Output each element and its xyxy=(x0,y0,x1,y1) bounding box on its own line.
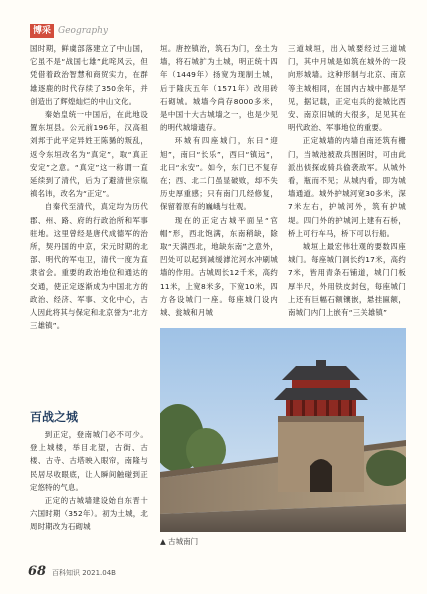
column-3 xyxy=(288,42,406,319)
paragraph: 现在的正定古城平面呈“官帽”形，西北饱满，东南稍缺，除取“天满西北，地缺东南”之意外，凹处可以起到减缓滹沱河水冲刷城墙的作用。古城周长12千米，高约11米，上宽8米多，下宽10米，四方各设城门一座。每座城门设内城、瓮城和月城 xyxy=(160,215,278,318)
paragraph: 环城有四座城门，东曰“迎旭”，南曰“长乐”，西曰“镇远”，北曰“永安”。如今，东门已不复存在；西、北二门虽显破败，却不失历史厚重感；只有南门几经修复，保留着原有的巍峨与壮观。 xyxy=(160,136,278,212)
section-name-en: Geography xyxy=(58,26,109,36)
paragraph: 城垣上最宏伟壮观的要数四座城门。每座城门洞长约17米，高约7米，皆用青条石铺道，城门门板厚半尺，外用铁皮封包，每座城门上还有巨幅石额镶嵌，悬挂匾额，南城门内门上嵌有“三关雄镇” xyxy=(288,242,406,318)
column-1 xyxy=(30,42,148,332)
column-1-lower xyxy=(30,428,148,534)
paragraph: 垣。唐控镇治，筑石为门，垒土为墙，将石城扩为土城，明正统十四年（1449年）扬宽为现制土城，后于隆庆五年（1571年）改用砖石砌城。城墙今尚存8000多米，是中国十大古城墙之一，也是少见的明代城墙遗存。 xyxy=(160,44,278,133)
paragraph: 国时期，鲜虞部落建立了中山国，它虽不是“战国七雄”此咤风云，但凭借着政治智慧和商贸实力，在群雄逐鹿的时代存续了350余年，并创造出了辉煌灿烂的中山文化。 xyxy=(30,44,148,106)
section-header xyxy=(30,24,108,38)
photo-caption: ▲ 古城南门 xyxy=(160,537,199,546)
section-badge: 博采 xyxy=(30,24,54,38)
paragraph: 到正定，登南城门必不可少。登上城楼，举目北望，古街、古楼、古寺、古塔映入眼帘，南隆与民居尽收眼底，让人瞬间触碰到正定悠特的气息。 xyxy=(30,430,148,492)
section-title: 百战之城 xyxy=(30,410,79,424)
paragraph: 三道城垣，出入城要经过三道城门，其中月城是如筑在城外的一段向形城墙。这种形制与北京、南京等主城相同，在国内古城中都是罕见，据记载，正定屯兵的瓮城比西安、南京旧城的大很多，足见其在明代政治、军事地位的重要。 xyxy=(288,44,406,133)
city-gate-photo xyxy=(160,328,406,532)
page-number: 68 xyxy=(28,564,47,579)
paragraph: 自秦代至清代，真定均为历代郡、州、路、府的行政治所和军事驻地。这里曾经是唐代成德军的治所，契丹国的中京，宋元时期的北部、明代的军屯卫，清代一度为直隶省会。重要的政治地位和通达的交通，使正定逐渐成为中国北方的政治、经济、军事、文化中心，古人因此将其与保定和北京誉为“北方三雄镇”。 xyxy=(30,202,148,331)
paragraph: 正定城墙的内墙自南还筑有栅门，当城池被敌兵围困时，可由此派出侦探或骑兵偷袭敌军。从城外看，瓶而不见；从城内看，即为城墙通道。城外护城河宽30多米，深7米左右，护城河外，筑有护城堤。四门外的护城河上建有石桥，桥上可行车马，桥下可以行船。 xyxy=(288,136,406,238)
paragraph: 秦始皇统一中国后，在此地设置东垣县。公元前196年，汉高祖刘邦于此平定异姓王陈豨的叛乱，返令东垣改名为“真定”，取“真正安定”之意。“真定”这一称谓一直延续到了清代，后为了避清世宗胤禛名讳，改名为“正定”。 xyxy=(30,110,148,199)
publication-source: 百科知识 2021.04B xyxy=(52,569,116,577)
column-2 xyxy=(160,42,278,319)
paragraph: 正定的古城墙建设始自东晋十六国时期（352年）。初为土城，北周时期改为石砌城 xyxy=(30,496,148,532)
